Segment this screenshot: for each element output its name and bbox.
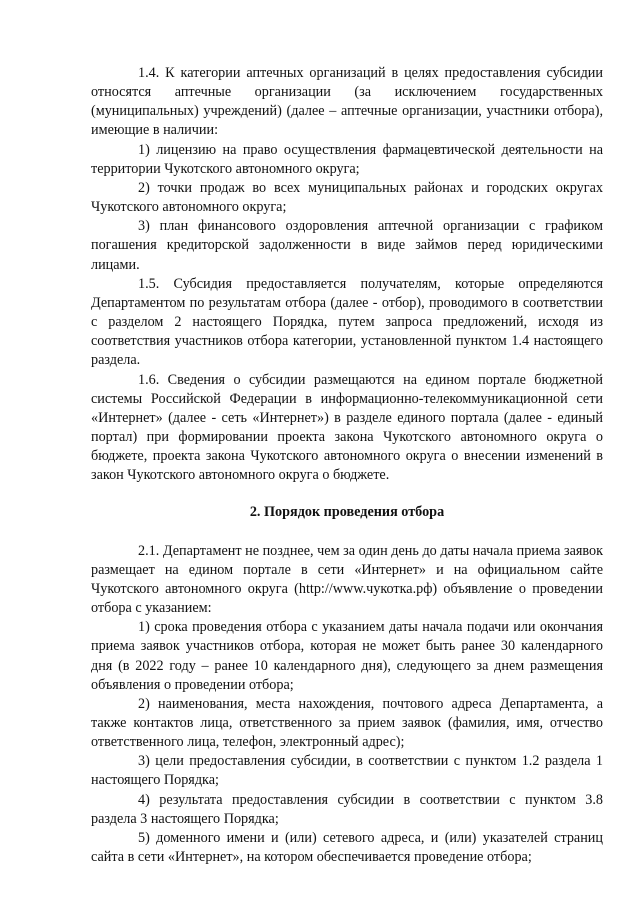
paragraph-1-4-item-1: 1) лицензию на право осуществления фармацевтической деятельности на территории Чукотского автономного округа; <box>91 141 603 177</box>
section-2-heading: 2. Порядок проведения отбора <box>249 504 445 521</box>
paragraph-2-1-item-3: 3) цели предоставления субсидии, в соответствии с пунктом 1.2 раздела 1 настоящего Порядка; <box>91 753 603 789</box>
paragraph-2-1-item-5: 5) доменного имени и (или) сетевого адреса, и (или) указателей страниц сайта в сети «Интернет», на котором обеспечивается проведение отбора; <box>91 829 603 866</box>
paragraph-1-4: 1.4. К категории аптечных организаций в целях предоставления субсидии относятся аптечные организации (за исключением государственных (муниципальных) учреждений) (далее – аптечные организации, участники отбора), имеющие в наличии: <box>91 65 603 139</box>
paragraph-1-5: 1.5. Субсидия предоставляется получателям, которые определяются Департаментом по результатам отбора (далее - отбор), проводимого в соответствии с разделом 2 настоящего Порядка, путем запроса предложений, исходя из соответствия участников отбора категории, установленной пунктом 1.4 настоящего раздела. <box>91 275 603 369</box>
paragraph-2-1: 2.1. Департамент не позднее, чем за один день до даты начала приема заявок размещает на едином портале в сети «Интернет» и на официальном сайте Чукотского автономного округа (http://www.чукотка.рф) объявление о проведении отбора с указанием: <box>91 542 603 617</box>
paragraph-2-1-item-1: 1) срока проведения отбора с указанием даты начала подачи или окончания приема заявок участников отбора, которая не может быть ранее 30 календарного дня (в 2022 году – ранее 10 календарного дня), следующего за днем размещения объявления о проведении отбора; <box>91 619 603 693</box>
document-body <box>91 64 603 867</box>
paragraph-2-1-item-4: 4) результата предоставления субсидии в соответствии с пунктом 3.8 раздела 3 настоящего Порядка; <box>91 791 603 827</box>
paragraph-1-4-item-3: 3) план финансового оздоровления аптечной организации с графиком погашения кредиторской задолженности в виде займов перед юридическими лицами. <box>91 218 603 273</box>
paragraph-1-6: 1.6. Сведения о субсидии размещаются на едином портале бюджетной системы Российской Федерации в информационно-телекоммуникационной сети «Интернет» (далее - сеть «Интернет») в разделе единого портала (далее - единый портал) при формировании проекта закона Чукотского автономного округа о бюджете, проекта закона Чукотского автономного округа о внесении изменений в закон Чукотского автономного округа о бюджете. <box>91 371 603 484</box>
paragraph-1-4-item-2: 2) точки продаж во всех муниципальных районах и городских округах Чукотского автономного округа; <box>91 179 603 216</box>
paragraph-2-1-item-2: 2) наименования, места нахождения, почтового адреса Департамента, а также контактов лица, ответственного за прием заявок (фамилия, имя, отчество ответственного лица, телефон, электронный адрес); <box>91 695 603 751</box>
